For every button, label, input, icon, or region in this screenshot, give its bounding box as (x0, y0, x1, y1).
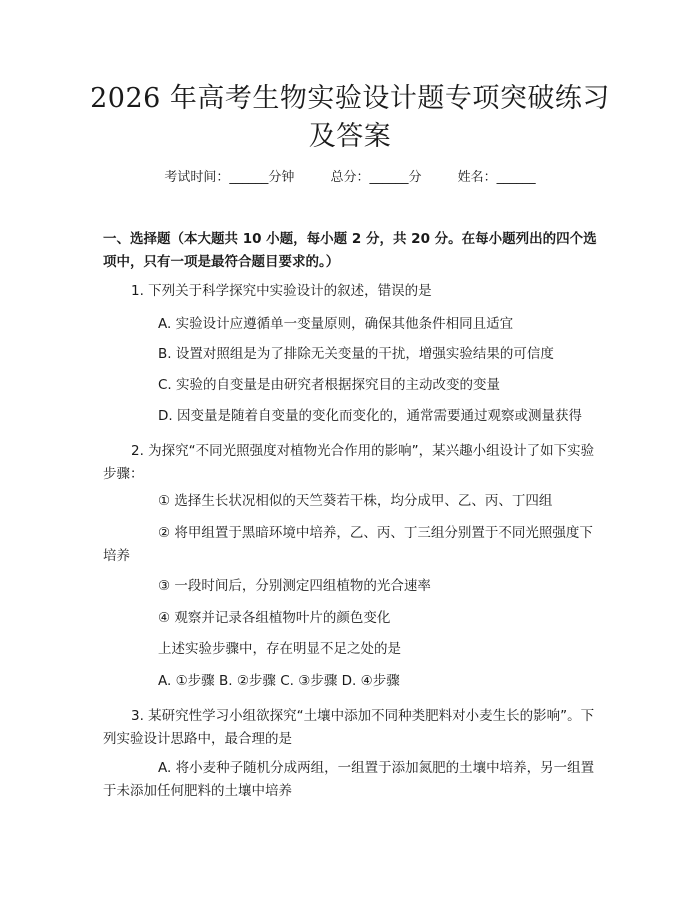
question-2-step-1: ① 选择生长状况相似的天竺葵若干株，均分成甲、乙、丙、丁四组 (158, 493, 553, 509)
question-1-option-d: D. 因变量是随着自变量的变化而变化的，通常需要通过观察或测量获得 (158, 408, 582, 424)
question-2-choices: A. ①步骤 B. ②步骤 C. ③步骤 D. ④步骤 (158, 673, 400, 689)
question-2-step-2: ② 将甲组置于黑暗环境中培养，乙、丙、丁三组分别置于不同光照强度下培养 (103, 525, 593, 564)
question-2-question: 上述实验步骤中，存在明显不足之处的是 (158, 641, 401, 657)
question-1-option-c: C. 实验的自变量是由研究者根据探究目的主动改变的变量 (158, 377, 501, 393)
question-1-option-a: A. 实验设计应遵循单一变量原则，确保其他条件相同且适宜 (158, 316, 514, 332)
question-2-step-4: ④ 观察并记录各组植物叶片的颜色变化 (158, 610, 391, 626)
exam-time: 考试时间：______分钟 (164, 170, 295, 185)
page-title: 2026 年高考生物实验设计题专项突破练习及答案 (90, 83, 610, 152)
exam-meta (0, 168, 700, 188)
question-1-option-b: B. 设置对照组是为了排除无关变量的干扰，增强实验结果的可信度 (158, 346, 554, 362)
question-3-stem: 3. 某研究性学习小组欲探究“土壤中添加不同种类肥料对小麦生长的影响”。下列实验设计思路中，最合理的是 (103, 708, 595, 747)
exam-total-score: 总分：______分 (330, 170, 422, 185)
question-3-option-a: A. 将小麦种子随机分成两组，一组置于添加氮肥的土壤中培养，另一组置于未添加任何肥料的土壤中培养 (103, 760, 595, 799)
question-1-stem: 1. 下列关于科学探究中实验设计的叙述，错误的是 (131, 283, 432, 299)
student-name: 姓名：______ (457, 170, 536, 185)
question-2-stem: 2. 为探究“不同光照强度对植物光合作用的影响”，某兴趣小组设计了如下实验步骤： (103, 443, 595, 482)
section-heading: 一、选择题（本大题共 10 小题，每小题 2 分，共 20 分。在每小题列出的四个选项中，只有一项是最符合题目要求的。） (103, 231, 597, 270)
question-2-step-3: ③ 一段时间后，分别测定四组植物的光合速率 (158, 578, 431, 594)
